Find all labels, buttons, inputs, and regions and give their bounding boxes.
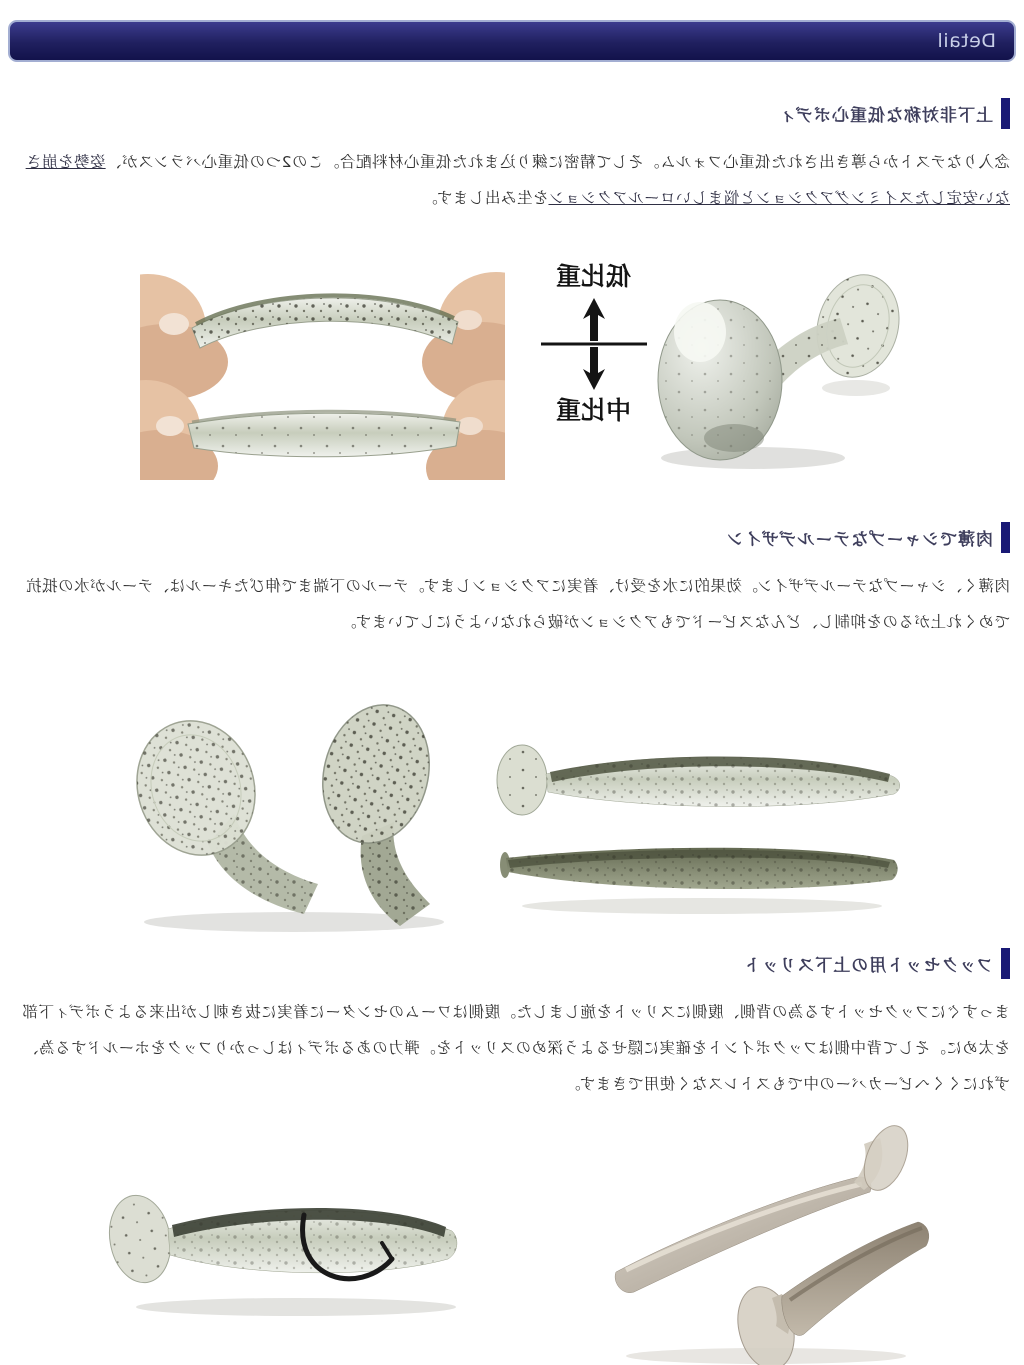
density-arrows-svg: [529, 294, 659, 394]
section2-heading: [14, 520, 1010, 554]
detail-header-bar: [8, 20, 1016, 62]
section3-paragraph: [14, 994, 1010, 1102]
heading-accent-bar-icon: [1001, 522, 1010, 553]
profile-photo: [492, 710, 912, 917]
heading-accent-bar-icon: [1001, 98, 1010, 129]
section2-text: 肉薄く、シャープなテールデザイン。効果的に水を受け、着実にアクションします。テールの下端まで伸びたキールは、テールが水の抵抗でめくれ上がるのを抑制し、どんなスピードでもアクションが破られないようにしています。: [25, 577, 1010, 631]
head-tail-photo: [648, 260, 908, 475]
crossed-lure-photo-svg: [466, 1120, 934, 1365]
section1-text-after: を生み出します。: [421, 189, 549, 207]
flex-test-photo-svg: [140, 250, 505, 480]
profile-photo-svg: [492, 710, 912, 917]
section3-heading: [14, 946, 1010, 980]
section1-paragraph: [14, 144, 1010, 216]
tail-closeup-photo: [104, 696, 486, 936]
head-tail-photo-svg: [648, 260, 908, 475]
detail-header-title: Detail: [937, 30, 996, 52]
up-arrow-icon: [583, 298, 605, 341]
section1-heading-text: 上下非対称な低重心ボディ: [778, 105, 993, 126]
density-diagram: [524, 262, 664, 457]
section2-heading-text: 肉薄でシャープなテールデザイン: [725, 529, 993, 550]
section1-text-before: 念入りなテストから導き出された低重心フォルム。そして精密に練り込まれた低重心材料配合。この2つの低重心バランスが、: [105, 153, 1010, 171]
section2-paragraph: [14, 568, 1010, 640]
mid-density-label: 中比重: [556, 396, 632, 425]
crossed-lure-photo: [466, 1120, 934, 1365]
down-arrow-icon: [583, 347, 605, 390]
tail-closeup-photo-svg: [104, 696, 486, 936]
rigged-photo-svg: [96, 1155, 484, 1323]
section1-underlined-link[interactable]: 姿勢を崩さない安定したスイミングアクションと悩ましいロールアクション: [25, 153, 1010, 207]
low-density-label: 低比重: [556, 262, 632, 291]
section3-text: まっすぐにフックセットする為の背側、腹側にスリットを施しました。腹側はワームのセンターに着実に抜き刺しが出来るようボディ下部を太めに。そして背中側はフックポイントを確実に隠せるよう深めのスリットを。弾力のあるボディはしっかりフックをホールドする為、ずれにくくヘビーカバーの中でもストレスなく使用できます。: [22, 1003, 1010, 1093]
section1-heading: [14, 96, 1010, 130]
section3-heading-text: フックセット用の上下スリット: [742, 955, 993, 976]
rigged-photo: [96, 1155, 484, 1323]
flex-test-photo: [140, 250, 505, 480]
heading-accent-bar-icon: [1001, 948, 1010, 979]
